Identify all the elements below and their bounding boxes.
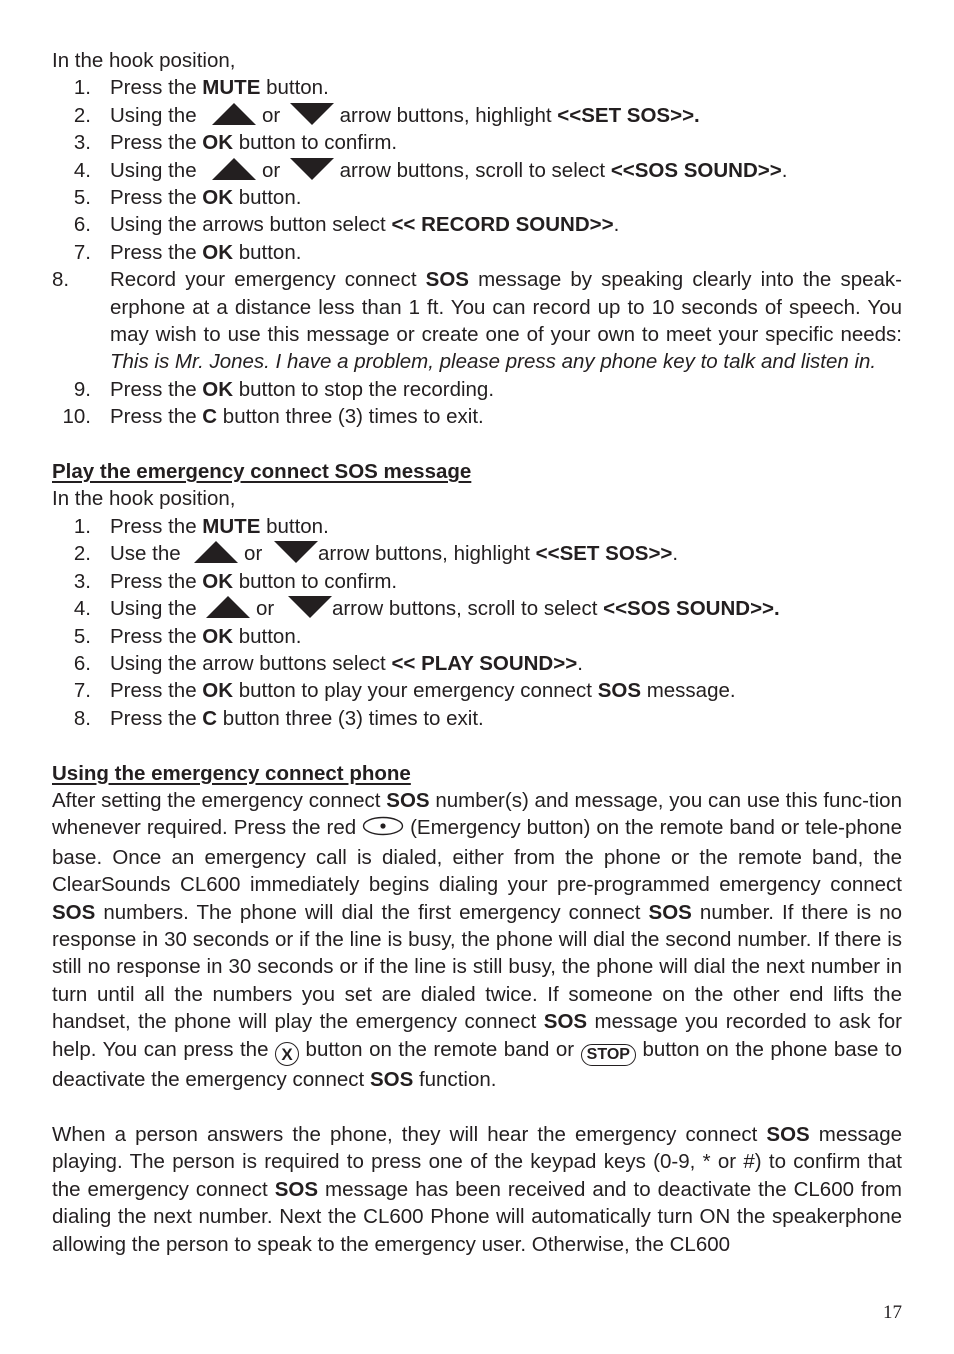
para-text: When a person answers the phone, they will hear the emergency connect [52,1122,767,1146]
para-bold: SOS [52,900,96,924]
para-text: message playing. The person is required to press one of the keypad keys (0-9, * or #) to confirm that the emergency connect [52,1122,902,1201]
step-text: or [256,103,286,127]
step-text: . [781,158,788,182]
para-text: button on the phone base to deactivate the emergency connect [52,1037,902,1092]
step-number: 3. [73,569,91,593]
list-item [52,157,902,184]
step-number: 5. [73,624,91,648]
list-item [52,513,902,540]
step-bold: OK [202,186,234,210]
step-bold: <<SOS SOUND>> [610,158,782,182]
stop-button-icon: STOP [581,1044,636,1066]
step-text: Press the [110,186,203,210]
step-number: 7. [73,240,91,264]
down-arrow-icon [290,103,334,125]
step-bold: OK [202,131,234,155]
step-text: Press the [110,240,203,264]
up-arrow-icon [206,596,250,618]
step-bold: MUTE [202,76,261,100]
step-text: Using the [110,158,203,182]
para-text: After setting the emergency connect [52,788,387,812]
para-text: numbers. The phone will dial the first emergency connect [95,900,649,924]
step-text: or [256,158,286,182]
spacer [52,431,902,458]
step-text: Press the [110,131,203,155]
down-arrow-icon [274,541,318,563]
step-text: . [613,213,620,237]
page-number: 17 [883,1302,902,1323]
list-item [52,74,902,101]
step-bold: C [202,405,218,429]
emergency-button-icon [362,816,404,843]
step-number: 2. [73,542,91,566]
step-text: . [577,651,583,675]
step-bold: <<SET SOS>>. [557,103,700,127]
step-text: button. [233,186,302,210]
intro-hook-1: In the hook position, [52,49,236,72]
para-bold: SOS [766,1122,810,1146]
step-text: Using the [110,597,203,621]
para-text: number. If there is no response in 30 seconds or if the line is busy, the phone will dial the second number. If there is still no response in 30 seconds or if the line is still busy, the phone will dial the next number in turn until all the numbers you set are dialed twice. If someone on the other end lifts the handset, the phone will play the emergency connect [52,900,902,1034]
para-text: message has been received and to deactivate the CL600 from dialing the next number. Next the CL600 Phone will automatically turn ON the speakerphone allowing the person to speak to the emergency user. Otherwise, the CL600 [52,1177,903,1256]
step-number: 4. [73,158,91,182]
step-bold: OK [202,240,234,264]
step-text: or [238,542,268,566]
step-number: 8. [73,706,91,730]
down-arrow-icon [288,596,332,618]
step-text: arrow buttons, highlight [333,103,558,127]
step-bold: OK [202,377,234,401]
para-bold: SOS [543,1010,588,1034]
step-bold: OK [202,569,234,593]
step-number: 8. [52,268,70,292]
para-text: number(s) and message, you can use this func-tion whenever required. Press the red [52,788,902,840]
step-number: 9. [73,377,91,401]
list-item [52,266,902,376]
spacer [52,732,902,759]
intro-hook-2: In the hook position, [52,487,236,511]
step-text: Press the [110,679,203,703]
list-item [52,239,902,266]
step-text: or [250,597,280,621]
list-item [52,595,902,622]
step-number: 7. [73,679,91,703]
manual-page [52,47,902,1258]
para-bold: SOS [274,1177,319,1201]
para-text: (Emergency button) on the remote band or tele-phone base. Once an emergency call is dialed, either from the phone or the remote band, the ClearSounds CL600 immediately begins dialing your pre-programmed emergency connect [52,816,902,897]
step-bold: <<SOS SOUND>>. [603,597,780,621]
sample-message: This is Mr. Jones. I have a problem, please press any phone key to talk and listen in. [110,350,877,374]
up-arrow-icon [212,158,256,180]
step-text: arrow buttons, scroll to select [333,158,611,182]
step-bold: OK [202,679,234,703]
step-number: 4. [73,597,91,621]
step-text: button. [233,624,302,648]
step-text: Use the [110,542,187,566]
play-steps [52,513,902,732]
step-bold: MUTE [202,514,261,538]
step-text: button three (3) times to exit. [217,706,484,730]
step-text: Press the [110,514,203,538]
step-text: button to confirm. [233,131,398,155]
list-item [52,623,902,650]
step-text: button to play your emergency connect [233,679,598,703]
list-item [52,677,902,704]
step-number: 1. [73,76,91,100]
para-text: message you recorded to ask for help. You can press the [52,1010,902,1061]
step-bold: << RECORD SOUND>> [391,213,614,237]
step-text: . [672,542,679,566]
list-item [52,211,902,238]
step-text: message. [641,679,736,703]
answer-paragraph [52,1121,902,1258]
list-item [52,376,902,403]
step-number: 1. [73,514,91,538]
step-number: 10. [62,405,91,429]
step-text: Press the [110,569,203,593]
step-text: button. [260,514,329,538]
step-text: button to stop the recording. [233,377,495,401]
step-text: arrow buttons, scroll to select [331,597,604,621]
step-number: 6. [73,213,91,237]
list-item [52,102,902,129]
using-section-heading: Using the emergency connect phone [52,761,411,785]
list-item [52,650,902,677]
step-bold: <<SET SOS>> [535,542,673,566]
step-text: Press the [110,405,203,429]
list-item [52,403,902,430]
step-bold: SOS [425,268,469,292]
step-text: button. [233,240,302,264]
step-number: 5. [73,186,91,210]
list-item [52,184,902,211]
step-text: Press the [110,377,203,401]
step-text: button to confirm. [233,569,398,593]
step-number: 3. [73,131,91,155]
list-item [52,129,902,156]
list-item [52,705,902,732]
step-text: Using the arrows button select [110,213,392,237]
para-text: button on the remote band or [299,1037,581,1061]
step-bold: C [202,706,218,730]
step-number: 2. [73,103,91,127]
record-steps [52,74,902,430]
x-button-icon: X [275,1042,299,1066]
step-text: Press the [110,624,203,648]
up-arrow-icon [212,103,256,125]
spacer [52,1094,902,1121]
para-bold: SOS [648,900,692,924]
para-bold: SOS [386,788,430,812]
list-item [52,568,902,595]
down-arrow-icon [290,158,334,180]
list-item [52,540,902,567]
step-text: Using the [110,103,203,127]
using-paragraph [52,787,902,1094]
para-text: function. [413,1068,497,1092]
step-text: Using the arrow buttons select [110,651,392,675]
step-text: arrow buttons, highlight [317,542,536,566]
step-text: Press the [110,706,203,730]
step-bold: << PLAY SOUND>> [391,651,578,675]
step-text: button. [260,76,329,100]
para-bold: SOS [369,1068,414,1092]
play-section-heading: Play the emergency connect SOS message [52,460,472,484]
up-arrow-icon [194,541,238,563]
step-bold: OK [202,624,234,648]
step-text: Press the [110,76,203,100]
step-text: message by speaking clearly into the speak-erphone at a distance less than 1 ft. You can record up to 10 seconds of speech. You may wish to use this message or create one of your own to meet your specific needs: [110,268,902,347]
step-text: Record your emergency connect [110,268,426,292]
step-bold: SOS [597,679,641,703]
step-number: 6. [73,651,91,675]
step-text: button three (3) times to exit. [217,405,484,429]
